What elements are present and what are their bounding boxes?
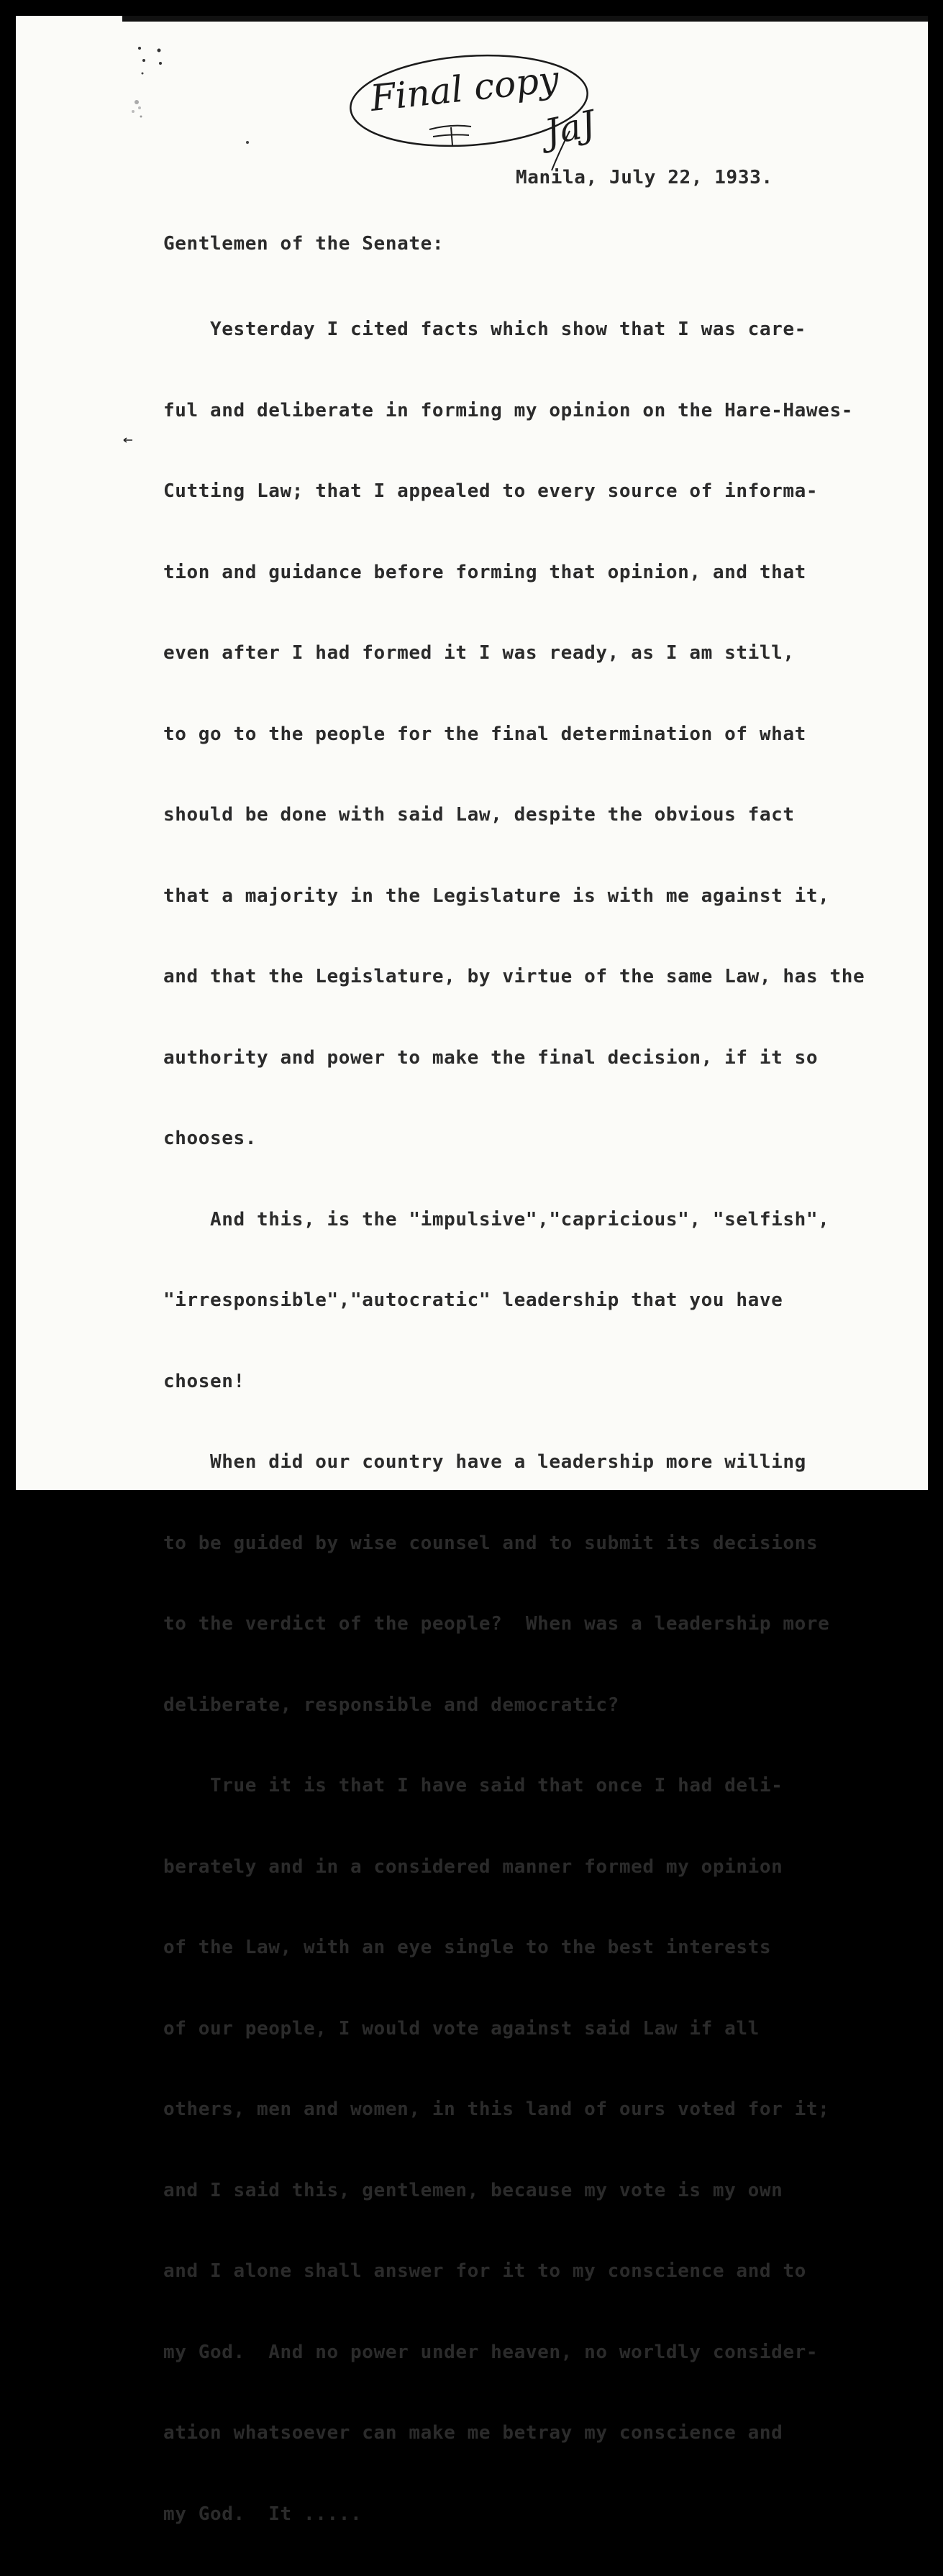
body-line: berately and in a considered manner formed my opinion [163,1855,783,1878]
body-line: others, men and women, in this land of ours voted for it; [163,2098,830,2120]
body-line: Cutting Law; that I appealed to every source of informa- [163,480,819,502]
body-line: deliberate, responsible and democratic? [163,1694,619,1716]
handwritten-note: Final copy [368,58,561,119]
body-line: and I said this, gentlemen, because my vote is my own [163,2179,783,2201]
body-line: Yesterday I cited facts which show that I was care- [163,319,806,340]
dateline: Manila, July 22, 1933. [516,167,773,188]
body-line: to the verdict of the people? When was a leadership more [163,1613,830,1635]
body-line: that a majority in the Legislature is with me against it, [163,885,830,907]
body-line: "irresponsible","autocratic" leadership that you have [163,1289,783,1311]
body-line: my God. It ..... [163,2503,363,2525]
letter-body [163,268,865,2576]
body-line: chooses. [163,1128,258,1149]
body-line: tion and guidance before forming that opinion, and that [163,561,806,583]
body-line: ation whatsoever can make me betray my conscience and [163,2422,783,2444]
body-line: When did our country have a leadership more willing [163,1451,806,1473]
body-line: to be guided by wise counsel and to submit its decisions [163,1532,819,1554]
body-line: of our people, I would vote against said Law if all [163,2017,760,2040]
salutation: Gentlemen of the Senate: [163,233,445,255]
body-line: and I alone shall answer for it to my conscience and to [163,2260,806,2282]
margin-arrow-mark [124,438,132,442]
body-line: ful and deliberate in forming my opinion on the Hare-Hawes- [163,399,853,421]
body-line: chosen! [163,1370,245,1392]
body-line: authority and power to make the final decision, if it so [163,1046,819,1069]
body-line: and that the Legislature, by virtue of the same Law, has the [163,966,865,987]
handwritten-initials: JaJ [541,102,599,154]
body-line: even after I had formed it I was ready, as I am still, [163,642,795,664]
scan-edge [122,16,928,22]
document-page [16,16,928,2525]
body-line: my God. And no power under heaven, no worldly consider- [163,2341,819,2363]
body-line: True it is that I have said that once I had deli- [163,1775,783,1796]
body-line: should be done with said Law, despite the obvious fact [163,804,795,826]
body-line: of the Law, with an eye single to the best interests [163,1937,772,1958]
body-line: to go to the people for the final determination of what [163,723,806,745]
body-line: And this, is the "impulsive","capricious", "selfish", [163,1208,830,1230]
